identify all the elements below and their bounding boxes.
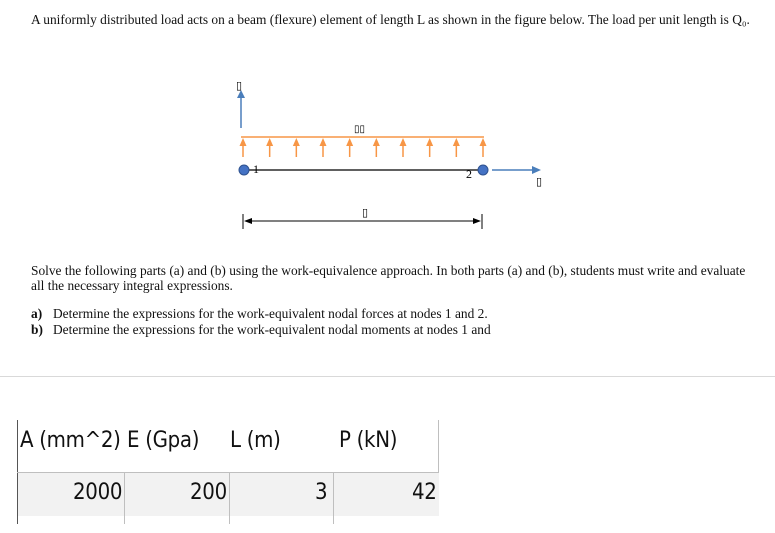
- part-b-label: b): [31, 322, 43, 337]
- problem-intro: A uniformly distributed load acts on a beam (flexure) element of length L as shown in the figure below. The load per unit length is Q₀.: [31, 12, 750, 27]
- load-arrow-head: [320, 138, 327, 146]
- part-a-label: a): [31, 306, 43, 321]
- x-axis-arrowhead: [532, 166, 541, 174]
- properties-table: [17, 420, 439, 524]
- load-arrow-head: [293, 138, 300, 146]
- node-1-marker: [239, 165, 249, 175]
- table-col-sep-1: [124, 472, 125, 524]
- load-arrow-head: [453, 138, 460, 146]
- load-symbol: ▯▯: [354, 124, 366, 135]
- load-arrow-head: [400, 138, 407, 146]
- section-divider: [0, 376, 775, 377]
- instructions-text: Solve the following parts (a) and (b) using the work-equivalence approach. In both parts (a) and (b), students must write and evaluate all the necessary integral expressions.: [31, 263, 746, 293]
- load-arrow-head: [240, 138, 247, 146]
- value-area: 2000: [73, 480, 123, 505]
- part-b: [31, 322, 491, 337]
- x-axis-symbol: ▯: [536, 175, 543, 188]
- value-modulus: 200: [190, 480, 227, 505]
- load-arrow-head: [480, 138, 487, 146]
- value-length: 3: [315, 480, 328, 505]
- value-load: 42: [412, 480, 437, 505]
- table-col-sep-3: [333, 472, 334, 524]
- header-length: L (m): [230, 428, 281, 453]
- table-col-sep-2: [229, 472, 230, 524]
- header-area: A (mm^2): [20, 428, 121, 453]
- part-b-text: Determine the expressions for the work-equivalent nodal moments at nodes 1 and: [53, 322, 491, 337]
- node-2-label: 2: [466, 167, 472, 181]
- table-divider: [17, 472, 439, 473]
- header-modulus: E (Gpa): [127, 428, 200, 453]
- header-load: P (kN): [339, 428, 398, 453]
- distributed-load: [240, 137, 487, 157]
- load-arrow-head: [266, 138, 273, 146]
- load-arrow-head: [346, 138, 353, 146]
- y-axis-symbol: ▯: [236, 79, 243, 92]
- length-symbol: ▯: [362, 206, 369, 219]
- load-arrow-head: [426, 138, 433, 146]
- table-right-border: [438, 420, 439, 472]
- load-arrow-head: [373, 138, 380, 146]
- node-2-marker: [478, 165, 488, 175]
- beam-figure: [0, 0, 775, 260]
- part-a-text: Determine the expressions for the work-equivalent nodal forces at nodes 1 and 2.: [53, 306, 488, 321]
- part-a: [31, 306, 488, 321]
- node-1-label: 1: [253, 162, 259, 176]
